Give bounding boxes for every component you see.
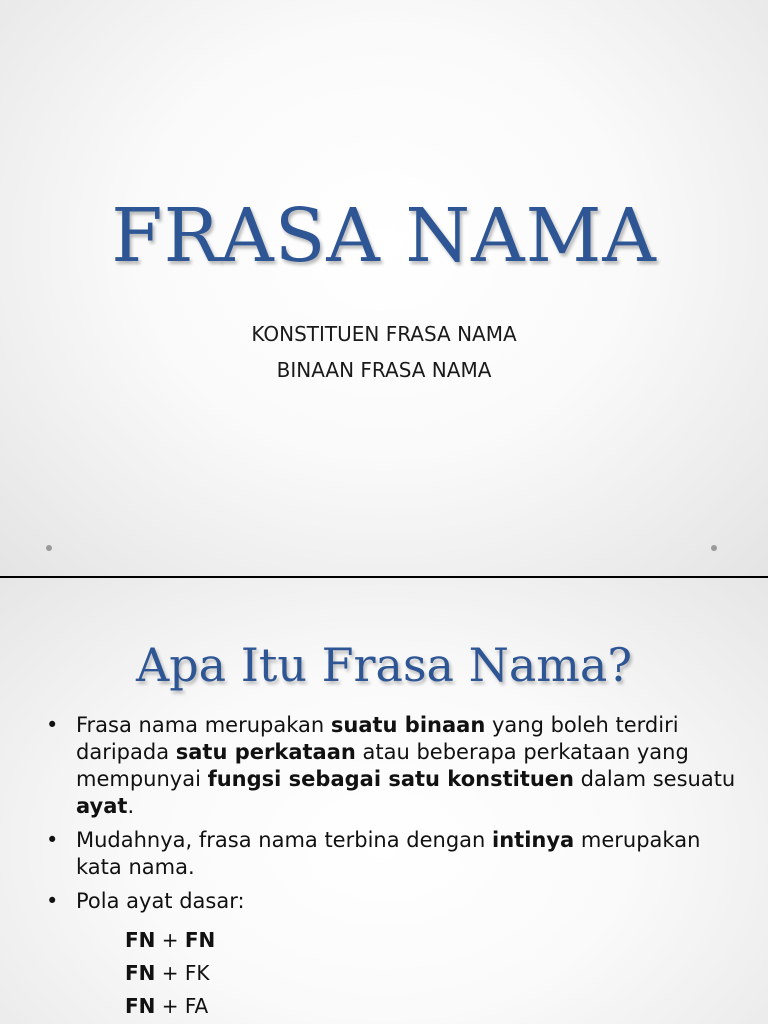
bullet-emphasis: intinya — [492, 828, 575, 852]
bullet-text: yang boleh terdiri daripada — [76, 713, 679, 764]
bullet-text: merupakan kata nama. — [76, 828, 701, 879]
pattern-left: FN — [125, 928, 156, 952]
pattern-line — [125, 994, 208, 1018]
bullet-text: atau beberapa perkataan yang mempunyai — [76, 740, 689, 791]
bullet-icon: • — [46, 828, 59, 852]
slide-definition — [0, 578, 768, 1024]
pattern-plus: + — [155, 961, 185, 985]
pattern-plus: + — [155, 928, 185, 952]
decorative-dot-left — [46, 545, 52, 551]
subtitle-line-2: BINAAN FRASA NAMA — [276, 358, 492, 382]
bullet-text: . — [127, 794, 135, 818]
bullet-icon: • — [46, 713, 59, 737]
bullet-text: dalam sesuatu — [574, 767, 736, 791]
pattern-plus: + — [155, 994, 185, 1018]
bullet-emphasis: suatu binaan — [330, 713, 486, 737]
bullet-icon: • — [46, 889, 59, 913]
bullet-text: Mudahnya, frasa nama terbina dengan — [76, 828, 493, 852]
bullet-item — [44, 712, 744, 820]
bullet-emphasis: satu perkataan — [175, 740, 356, 764]
bullet-emphasis: fungsi sebagai satu konstituen — [207, 767, 574, 791]
bullet-list — [44, 712, 744, 922]
subtitle-line-1: KONSTITUEN FRASA NAMA — [251, 322, 517, 346]
pattern-left: FN — [125, 994, 156, 1018]
bullet-text: Pola ayat dasar: — [76, 889, 245, 913]
bullet-text: Frasa nama merupakan — [76, 713, 331, 737]
slide-title-heading: FRASA NAMA — [111, 193, 657, 279]
pattern-line — [125, 928, 215, 952]
pattern-line — [125, 961, 210, 985]
slide-heading: Apa Itu Frasa Nama? — [136, 638, 632, 692]
bullet-emphasis: ayat — [76, 794, 128, 818]
pattern-right: FN — [184, 928, 216, 952]
decorative-dot-right — [711, 545, 717, 551]
pattern-right: FA — [184, 994, 209, 1018]
pattern-left: FN — [125, 961, 156, 985]
bullet-item — [44, 888, 744, 915]
pattern-right: FK — [184, 961, 210, 985]
bullet-item — [44, 827, 744, 881]
